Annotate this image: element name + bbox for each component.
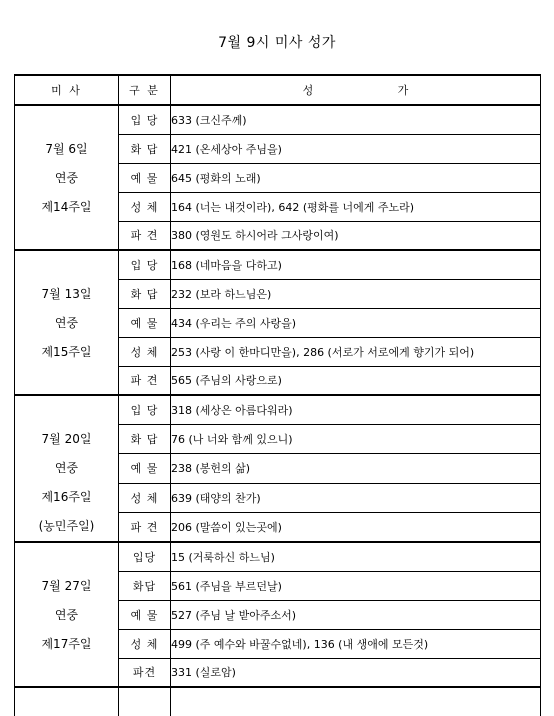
part-cell: 화 답 — [119, 134, 171, 163]
header-hymn — [171, 75, 541, 105]
hymn-cell: 253 (사랑 이 한마디만을), 286 (서로가 서로에게 향기가 되어) — [171, 337, 541, 366]
mass-cell — [15, 105, 119, 250]
header-part: 구 분 — [119, 75, 171, 105]
hymn-cell: 565 (주님의 사랑으로) — [171, 366, 541, 395]
part-cell: 입 당 — [119, 395, 171, 424]
mass-label-line: 7월 27일 — [41, 579, 92, 593]
hymn-cell: 499 (주 예수와 바꿀수없네), 136 (내 생애에 모든것) — [171, 629, 541, 658]
part-cell: 성 체 — [119, 192, 171, 221]
part-cell: 파 견 — [119, 513, 171, 542]
part-cell: 성 체 — [119, 483, 171, 512]
mass-label-line: 제17주일 — [41, 637, 92, 651]
mass-label-line: 7월 20일 — [41, 432, 92, 446]
hymn-cell: 206 (말씀이 있는곳에) — [171, 513, 541, 542]
hymn-schedule-table — [14, 74, 541, 716]
hymn-cell: 645 (평화의 노래) — [171, 163, 541, 192]
hymn-cell: 76 (나 너와 함께 있으니) — [171, 424, 541, 453]
mass-label-line: 제14주일 — [41, 200, 92, 214]
mass-label-line: 연중 — [54, 461, 79, 475]
part-cell: 예 물 — [119, 454, 171, 483]
table-row — [15, 542, 541, 571]
mass-cell — [15, 395, 119, 542]
part-cell: 성 체 — [119, 337, 171, 366]
mass-label-line: 연중 — [54, 316, 79, 330]
mass-cell — [15, 250, 119, 395]
mass-label-line: 제16주일 — [41, 490, 92, 504]
header-mass: 미 사 — [15, 75, 119, 105]
part-cell: 예 물 — [119, 600, 171, 629]
table-row — [15, 250, 541, 279]
hymn-cell: 318 (세상은 아름다워라) — [171, 395, 541, 424]
empty-cell — [119, 687, 171, 716]
hymn-cell: 15 (거룩하신 하느님) — [171, 542, 541, 571]
hymn-cell: 380 (영원도 하시어라 그사랑이여) — [171, 221, 541, 250]
table-row — [15, 395, 541, 424]
part-cell: 화 답 — [119, 424, 171, 453]
page-title: 7월 9시 미사 성가 — [218, 35, 336, 51]
empty-cell — [171, 687, 541, 716]
mass-label-line: 연중 — [54, 171, 79, 185]
mass-label-line: 연중 — [54, 608, 79, 622]
mass-label-line: 7월 13일 — [41, 287, 92, 301]
part-cell: 성 체 — [119, 629, 171, 658]
mass-label-line: 제15주일 — [41, 345, 92, 359]
continuation-row — [15, 687, 541, 716]
part-cell: 파 견 — [119, 366, 171, 395]
header-row — [15, 75, 541, 105]
empty-cell — [15, 687, 119, 716]
hymn-cell: 527 (주님 날 받아주소서) — [171, 600, 541, 629]
mass-cell — [15, 542, 119, 687]
header-hymn-second: 가 — [397, 84, 409, 97]
hymn-cell: 164 (너는 내것이라), 642 (평화를 너에게 주노라) — [171, 192, 541, 221]
hymn-cell: 331 (실로암) — [171, 658, 541, 687]
part-cell: 입당 — [119, 542, 171, 571]
part-cell: 입 당 — [119, 105, 171, 134]
part-cell: 화답 — [119, 571, 171, 600]
part-cell: 화 답 — [119, 279, 171, 308]
hymn-cell: 421 (온세상아 주님을) — [171, 134, 541, 163]
hymn-cell: 434 (우리는 주의 사랑을) — [171, 308, 541, 337]
mass-label-line: (농민주일) — [38, 519, 95, 533]
part-cell: 예 물 — [119, 163, 171, 192]
hymn-cell: 168 (네마음을 다하고) — [171, 250, 541, 279]
mass-label-line: 7월 6일 — [45, 142, 88, 156]
hymn-cell: 238 (봉헌의 삶) — [171, 454, 541, 483]
part-cell: 예 물 — [119, 308, 171, 337]
table-row — [15, 105, 541, 134]
part-cell: 파 견 — [119, 221, 171, 250]
hymn-cell: 561 (주님을 부르던날) — [171, 571, 541, 600]
part-cell: 입 당 — [119, 250, 171, 279]
hymn-cell: 232 (보라 하느님은) — [171, 279, 541, 308]
hymn-cell: 633 (크신주께) — [171, 105, 541, 134]
part-cell: 파견 — [119, 658, 171, 687]
hymn-cell: 639 (태양의 찬가) — [171, 483, 541, 512]
header-hymn-first: 성 — [302, 84, 314, 97]
